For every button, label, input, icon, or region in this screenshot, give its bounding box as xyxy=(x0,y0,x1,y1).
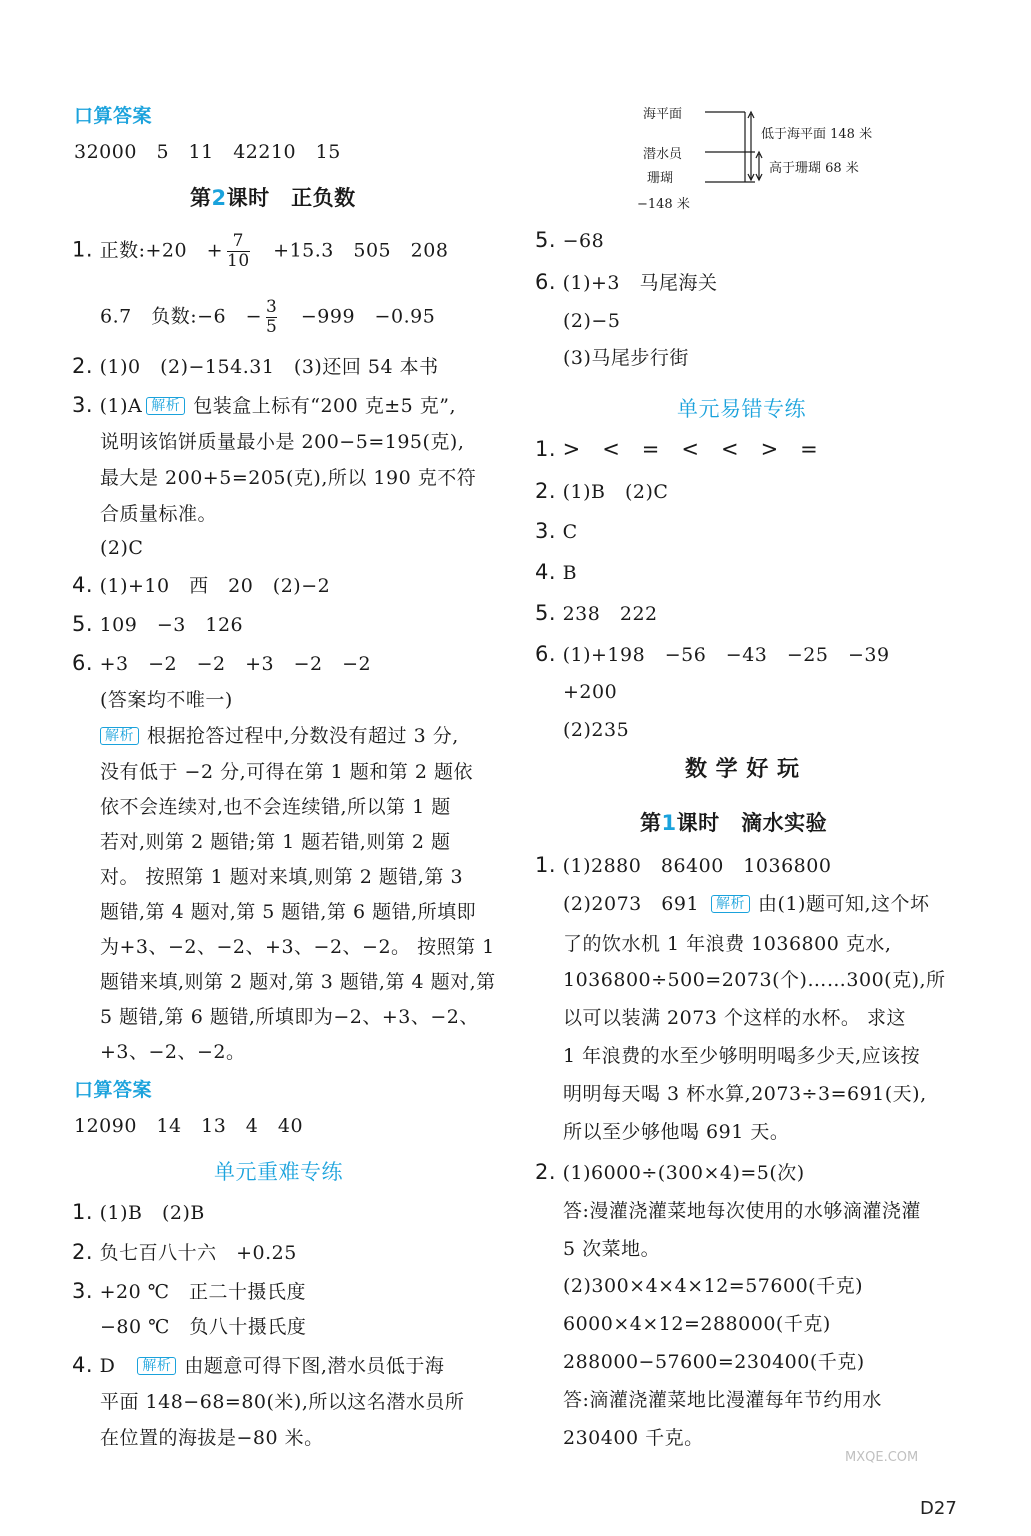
lesson-title xyxy=(640,811,827,835)
sea-level-label: 海平面 xyxy=(643,107,683,122)
question-number: 5. xyxy=(535,228,557,252)
question-number: 3. xyxy=(535,519,557,543)
analysis-line: 明明每天喝 3 杯水算,2073÷3=691(天), xyxy=(563,1083,927,1105)
question-number: 1. xyxy=(535,853,557,877)
answer-line: 平面 148−68=80(米),所以这名潜水员所 xyxy=(100,1391,465,1413)
answer-line xyxy=(72,354,439,379)
answer-text: 109 −3 126 xyxy=(99,614,244,636)
numerator: 7 xyxy=(232,231,244,251)
analysis-line: 所以至少够他喝 691 天。 xyxy=(563,1121,790,1143)
answer-line xyxy=(72,1279,306,1304)
answer-text: −999 −0.95 xyxy=(281,305,436,328)
chapter-title: 数 学 好 玩 xyxy=(685,757,800,782)
question-number: 5. xyxy=(72,612,94,636)
analysis-line: 1036800÷500=2073(个)……300(克),所 xyxy=(563,969,946,991)
answer-text: D xyxy=(99,1355,116,1377)
answer-text: 负七百八十六 +0.25 xyxy=(99,1242,297,1264)
answer-text: 6.7 负数:−6 − xyxy=(100,305,263,328)
numerator: 3 xyxy=(266,297,278,317)
answer-line: 230400 千克。 xyxy=(563,1427,704,1449)
analysis-tag: 解析 xyxy=(711,895,750,913)
answer-line xyxy=(535,1160,805,1185)
question-number: 6. xyxy=(535,270,557,294)
answer-line: (2)C xyxy=(100,537,144,559)
question-number: 6. xyxy=(535,642,557,666)
denominator: 10 xyxy=(227,251,250,271)
answer-text: +15.3 505 208 xyxy=(253,239,449,262)
analysis-line: 为+3、−2、−2、+3、−2、−2。 按照第 1 xyxy=(100,936,495,958)
below-sea-label: 低于海平面 148 米 xyxy=(761,127,873,142)
above-coral-label: 高于珊瑚 68 米 xyxy=(769,161,859,176)
answer-text: −68 xyxy=(562,230,605,252)
lesson-name: 课时 正负数 xyxy=(226,186,356,210)
answer-line xyxy=(535,228,604,253)
answer-line xyxy=(72,393,456,418)
lesson-prefix: 第 xyxy=(190,186,212,210)
question-number: 4. xyxy=(535,560,557,584)
watermark: MXQE.COM xyxy=(845,1450,919,1465)
coral-altitude-label: −148 米 xyxy=(637,197,690,212)
analysis-line: 没有低于 −2 分,可得在第 1 题和第 2 题依 xyxy=(100,761,473,783)
answer-line: (2)235 xyxy=(563,719,630,741)
answer-text: B xyxy=(562,562,578,584)
analysis-line: 以可以装满 2073 个这样的水杯。 求这 xyxy=(563,1007,906,1029)
analysis-line: 1 年浪费的水至少够明明喝多少天,应该按 xyxy=(563,1045,921,1067)
question-number: 3. xyxy=(72,393,94,417)
answer-text: (1)A xyxy=(99,395,143,417)
answer-line: −80 ℃ 负八十摄氏度 xyxy=(100,1316,307,1338)
question-number: 2. xyxy=(535,1160,557,1184)
answer-note: (答案均不唯一) xyxy=(100,689,233,711)
question-number: 2. xyxy=(535,479,557,503)
answer-text: (1)+3 马尾海关 xyxy=(562,272,718,294)
answer-line xyxy=(535,270,718,295)
depth-diagram-svg xyxy=(605,92,925,217)
answer-text: +3 −2 −2 +3 −2 −2 xyxy=(99,653,372,675)
kousuan-title: 口算答案 xyxy=(74,1079,153,1101)
analysis-line: 题错,第 4 题对,第 5 题错,第 6 题错,所填即 xyxy=(100,901,477,923)
answer-line: 答:滴灌浇灌菜地比漫灌每年节约用水 xyxy=(563,1389,882,1411)
fraction xyxy=(266,298,277,337)
analysis-line: 依不会连续对,也不会连续错,所以第 1 题 xyxy=(100,796,451,818)
lesson-number: 2 xyxy=(211,186,227,210)
analysis-line xyxy=(100,724,459,748)
answer-text: > < = < < > = xyxy=(562,437,819,461)
answer-line xyxy=(72,1200,205,1225)
answer-text: 由(1)题可知,这个坏 xyxy=(758,893,930,915)
answer-text: (1)B (2)B xyxy=(99,1202,205,1224)
page-number: D27 xyxy=(920,1498,957,1519)
analysis-line: 题错来填,则第 2 题对,第 3 题错,第 4 题对,第 xyxy=(100,971,496,993)
question-number: 1. xyxy=(72,237,94,262)
question-number: 4. xyxy=(72,573,94,597)
answer-line: 5 次菜地。 xyxy=(563,1238,661,1260)
answer-line xyxy=(72,1353,444,1378)
question-number: 3. xyxy=(72,1279,94,1303)
coral-label: 珊瑚 xyxy=(647,171,674,186)
diver-label: 潜水员 xyxy=(643,147,683,162)
answer-line: 说明该馅饼质量最小是 200−5=195(克), xyxy=(100,431,465,453)
answer-text: (2)2073 691 xyxy=(563,893,700,915)
answer-text: (1)6000÷(300×4)=5(次) xyxy=(562,1162,805,1184)
answer-line xyxy=(535,519,578,544)
answer-line xyxy=(535,479,668,504)
question-number: 1. xyxy=(535,437,557,461)
lesson-number: 1 xyxy=(661,811,677,835)
answer-text: C xyxy=(562,521,578,543)
answer-text: (1)2880 86400 1036800 xyxy=(562,855,832,877)
answer-text: 根据抢答过程中,分数没有超过 3 分, xyxy=(147,725,459,747)
question-number: 2. xyxy=(72,1240,94,1264)
answer-line xyxy=(72,232,448,271)
answer-line xyxy=(72,612,243,637)
answer-line xyxy=(535,560,577,585)
answer-line xyxy=(535,642,890,667)
answer-text: (1)+10 西 20 (2)−2 xyxy=(99,575,331,597)
answer-line xyxy=(100,298,435,337)
answer-text: 238 222 xyxy=(562,603,658,625)
lesson-title xyxy=(190,186,356,210)
answer-line: (3)马尾步行街 xyxy=(563,347,689,369)
analysis-line: 若对,则第 2 题错;第 1 题若错,则第 2 题 xyxy=(100,831,451,853)
fraction xyxy=(227,232,250,271)
answer-line: 合质量标准。 xyxy=(100,503,218,525)
analysis-line: 了的饮水机 1 年浪费 1036800 克水, xyxy=(563,933,892,955)
section-title: 单元重难专练 xyxy=(214,1160,343,1184)
answer-text: (1)B (2)C xyxy=(562,481,669,503)
lesson-prefix: 第 xyxy=(640,811,662,835)
answer-text: +20 ℃ 正二十摄氏度 xyxy=(99,1281,306,1303)
answer-line xyxy=(535,437,818,462)
question-number: 6. xyxy=(72,651,94,675)
answer-line xyxy=(72,573,330,598)
analysis-line: 对。 按照第 1 题对来填,则第 2 题错,第 3 xyxy=(100,866,464,888)
section-title: 单元易错专练 xyxy=(677,397,806,421)
answer-line xyxy=(72,1240,297,1265)
answer-line xyxy=(535,853,831,878)
analysis-tag: 解析 xyxy=(100,727,139,745)
kousuan-answers: 32000 5 11 42210 15 xyxy=(74,141,341,163)
answer-text: (1)+198 −56 −43 −25 −39 xyxy=(562,644,890,666)
answer-line: 288000−57600=230400(千克) xyxy=(563,1351,865,1373)
answer-line: +200 xyxy=(563,681,618,703)
answer-line xyxy=(72,651,371,676)
question-number: 1. xyxy=(72,1200,94,1224)
question-number: 5. xyxy=(535,601,557,625)
answer-line: (2)−5 xyxy=(563,310,621,332)
analysis-line: 5 题错,第 6 题错,所填即为−2、+3、−2、 xyxy=(100,1006,479,1028)
analysis-tag: 解析 xyxy=(137,1357,176,1375)
answer-line xyxy=(563,892,930,916)
answer-text: 由题意可得下图,潜水员低于海 xyxy=(184,1355,445,1377)
answer-line xyxy=(535,601,658,626)
question-number: 2. xyxy=(72,354,94,378)
answer-line: 最大是 200+5=205(克),所以 190 克不符 xyxy=(100,467,477,489)
lesson-name: 课时 滴水实验 xyxy=(676,811,828,835)
answer-line: 在位置的海拔是−80 米。 xyxy=(100,1427,324,1449)
answer-text: (1)0 (2)−154.31 (3)还回 54 本书 xyxy=(99,356,439,378)
answer-line: (2)300×4×4×12=57600(千克) xyxy=(563,1275,863,1297)
kousuan-answers: 12090 14 13 4 40 xyxy=(74,1115,304,1137)
answer-text: 正数:+20 + xyxy=(99,239,224,262)
answer-line: 6000×4×12=288000(千克) xyxy=(563,1313,831,1335)
analysis-line: +3、−2、−2。 xyxy=(100,1041,246,1063)
analysis-tag: 解析 xyxy=(146,397,185,415)
depth-diagram xyxy=(605,92,925,217)
answer-line: 答:漫灌浇灌菜地每次使用的水够滴灌浇灌 xyxy=(563,1200,921,1222)
answer-text: 包装盒上标有“200 克±5 克”, xyxy=(193,395,457,417)
question-number: 4. xyxy=(72,1353,94,1377)
kousuan-title: 口算答案 xyxy=(74,105,153,127)
denominator: 5 xyxy=(266,317,278,337)
